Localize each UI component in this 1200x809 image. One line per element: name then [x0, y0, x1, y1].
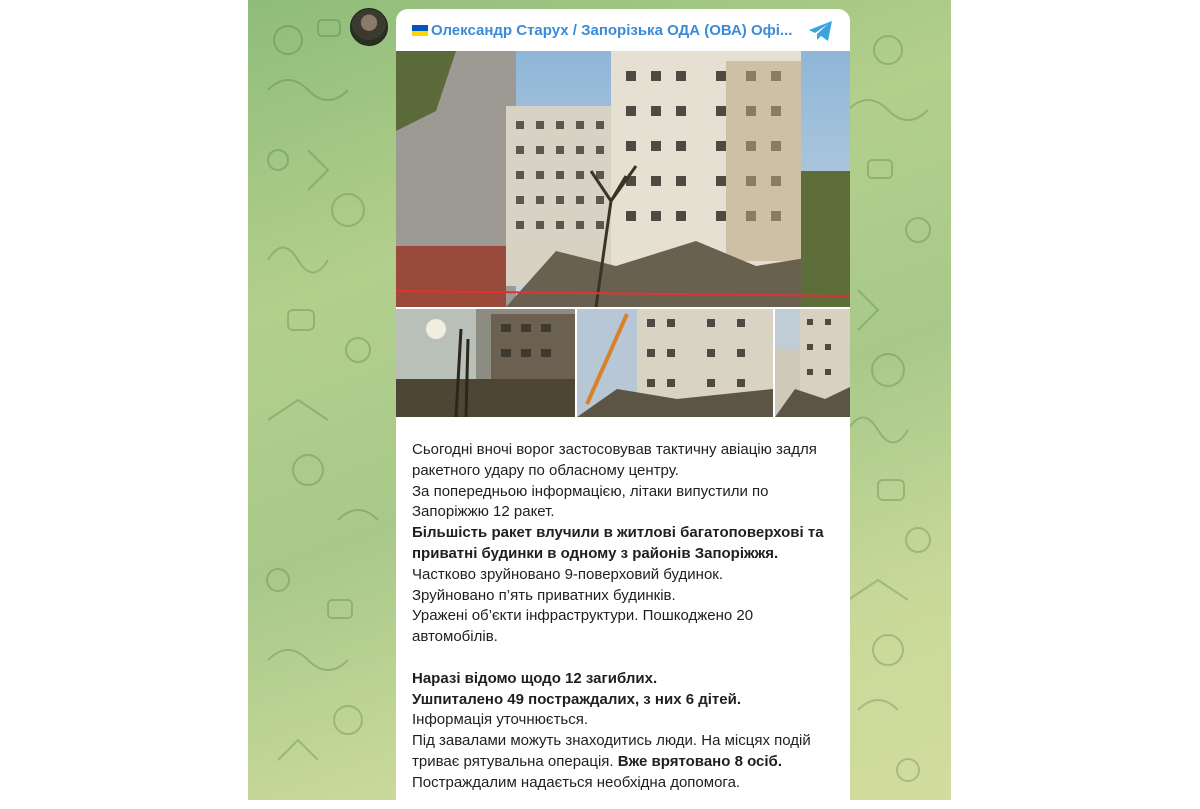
message-span-bold: Вже врятовано 8 осіб.	[617, 752, 782, 770]
paragraph-spacer	[412, 648, 832, 669]
telegram-icon[interactable]	[808, 20, 834, 42]
message-paragraph: За попередньою інформацією, літаки випустили по Запоріжжю 12 ракет.	[412, 482, 769, 521]
message-paragraph-bold: Ушпиталено 49 постраждалих, з них 6 дітей.	[412, 690, 741, 708]
message-paragraph-bold: Наразі відомо щодо 12 загиблих.	[412, 669, 658, 687]
message-header	[396, 9, 850, 51]
photo-thumbnail-3[interactable]	[775, 309, 850, 417]
message-text	[412, 440, 832, 794]
message-paragraph-bold: Більшість ракет влучили в житлові багатоповерхові та приватні будинки в одному з районів Запоріжжя.	[412, 524, 824, 562]
channel-name[interactable]: Олександр Старух / Запорізька ОДА (ОВА) Офі...	[431, 21, 793, 39]
message-paragraph: Зруйновано п’ять приватних будинків.	[412, 586, 676, 604]
message-span: Під завалами можуть знаходитись люди. На місцях подій триває рятувальна операція.	[412, 732, 811, 770]
ukraine-flag-icon	[412, 25, 428, 36]
photo-main[interactable]	[396, 51, 850, 307]
channel-avatar[interactable]	[350, 8, 388, 46]
message-paragraph: Інформація уточнюється.	[412, 711, 589, 729]
message-paragraph: Сьогодні вночі ворог застосовував тактичну авіацію задля ракетного удару по обласному центру.	[412, 441, 817, 479]
message-paragraph-mixed	[412, 731, 832, 773]
photo-thumbnail-2[interactable]	[577, 309, 773, 417]
photo-thumbnail-1[interactable]	[396, 309, 575, 417]
message-paragraph: Частково зруйновано 9-поверховий будинок.	[412, 565, 724, 583]
message-paragraph: Уражені об’єкти інфраструктури. Пошкоджено 20 автомобілів.	[412, 607, 754, 646]
message-paragraph: Постраждалим надається необхідна допомога.	[412, 773, 741, 791]
message-bubble	[396, 9, 850, 809]
